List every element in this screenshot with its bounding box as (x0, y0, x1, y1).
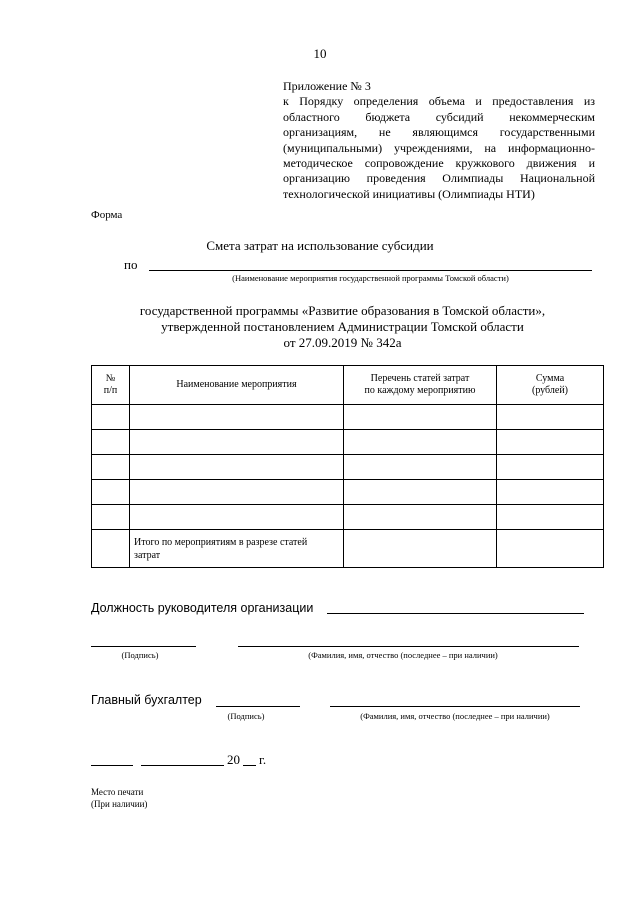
manager-fio-line[interactable] (238, 646, 579, 647)
form-label: Форма (91, 209, 123, 221)
header-number-line-2: п/п (103, 385, 118, 396)
program-text (90, 303, 595, 351)
accountant-fio-hint: (Фамилия, имя, отчество (последнее – при наличии) (360, 711, 550, 721)
table-cell[interactable] (92, 480, 130, 505)
table-cell[interactable] (344, 505, 497, 530)
table-cell[interactable] (92, 505, 130, 530)
date-year-prefix: 20 (227, 752, 240, 767)
accountant-fio-line[interactable] (330, 706, 580, 707)
table-cell[interactable] (344, 430, 497, 455)
total-label (130, 530, 344, 568)
header-cost-articles (344, 366, 497, 405)
appendix-block (283, 79, 595, 202)
table-row (92, 455, 604, 480)
date-year-line[interactable] (243, 765, 256, 766)
program-line-2: утвержденной постановлением Администрации Томской области (161, 319, 524, 334)
table-cell[interactable] (130, 505, 344, 530)
table-cell[interactable] (497, 480, 604, 505)
table-cell[interactable] (130, 430, 344, 455)
header-sum-line-1: Сумма (535, 373, 565, 384)
table-cell[interactable] (344, 405, 497, 430)
estimate-title: Смета затрат на использование субсидии (206, 238, 434, 253)
table-header-row (92, 366, 604, 405)
table-cell[interactable] (130, 455, 344, 480)
activity-name-line (149, 270, 592, 271)
manager-position-line[interactable] (327, 613, 584, 614)
total-label-line-1: Итого по мероприятиям в разрезе статей (134, 536, 308, 548)
table-cell[interactable] (497, 455, 604, 480)
appendix-title: Приложение № 3 (283, 79, 371, 93)
manager-position-label: Должность руководителя организации (91, 601, 314, 615)
seal-place (91, 786, 147, 810)
table-cell[interactable] (344, 455, 497, 480)
accountant-signature-hint: (Подпись) (227, 711, 265, 721)
table-cell[interactable] (497, 530, 604, 568)
po-label: по (124, 257, 138, 272)
header-number-line-1: № (105, 373, 116, 384)
date-year-suffix: г. (259, 752, 267, 767)
accountant-label: Главный бухгалтер (91, 693, 202, 707)
header-articles-line-2: по каждому мероприятию (364, 385, 476, 396)
table-row (92, 480, 604, 505)
table-total-row (92, 530, 604, 568)
header-articles-line-1: Перечень статей затрат (370, 373, 470, 384)
seal-line-1: Место печати (91, 787, 144, 797)
table-cell[interactable] (344, 480, 497, 505)
table-cell[interactable] (130, 480, 344, 505)
program-line-1: государственной программы «Развитие образования в Томской области», (139, 303, 546, 318)
table-cell (92, 530, 130, 568)
date-month-line[interactable] (141, 765, 224, 766)
table-cell[interactable] (130, 405, 344, 430)
activity-name-hint: (Наименование мероприятия государственной программы Томской области) (232, 273, 509, 283)
header-activity-name: Наименование мероприятия (130, 366, 344, 405)
table-cell[interactable] (344, 530, 497, 568)
table-cell[interactable] (497, 405, 604, 430)
table-row (92, 505, 604, 530)
table-cell[interactable] (497, 430, 604, 455)
header-sum (497, 366, 604, 405)
page-number: 10 (313, 46, 327, 61)
table-row (92, 405, 604, 430)
seal-line-2: (При наличии) (91, 799, 148, 809)
estimate-table (91, 365, 604, 568)
table-cell[interactable] (497, 505, 604, 530)
manager-fio-hint: (Фамилия, имя, отчество (последнее – при наличии) (308, 650, 498, 660)
table-row (92, 430, 604, 455)
program-line-3: от 27.09.2019 № 342а (283, 335, 402, 350)
accountant-signature-line[interactable] (216, 706, 300, 707)
header-number (92, 366, 130, 405)
table-cell[interactable] (92, 455, 130, 480)
table-cell[interactable] (92, 405, 130, 430)
total-label-line-2: затрат (134, 549, 161, 561)
manager-signature-line[interactable] (91, 646, 196, 647)
appendix-text: к Порядку определения объема и предоставления из областного бюджета субсидий некоммерческим организациям, не являющимся государственными (муниципальными) учреждениями, на информационно-методическое сопровождение кружкового движения и организацию проведения Олимпиады Национальной технологической инициативы (Олимпиады НТИ) (283, 94, 595, 201)
header-sum-line-2: (рублей) (531, 385, 568, 396)
manager-signature-hint: (Подпись) (121, 650, 159, 660)
table-cell[interactable] (92, 430, 130, 455)
date-day-line[interactable] (91, 765, 133, 766)
